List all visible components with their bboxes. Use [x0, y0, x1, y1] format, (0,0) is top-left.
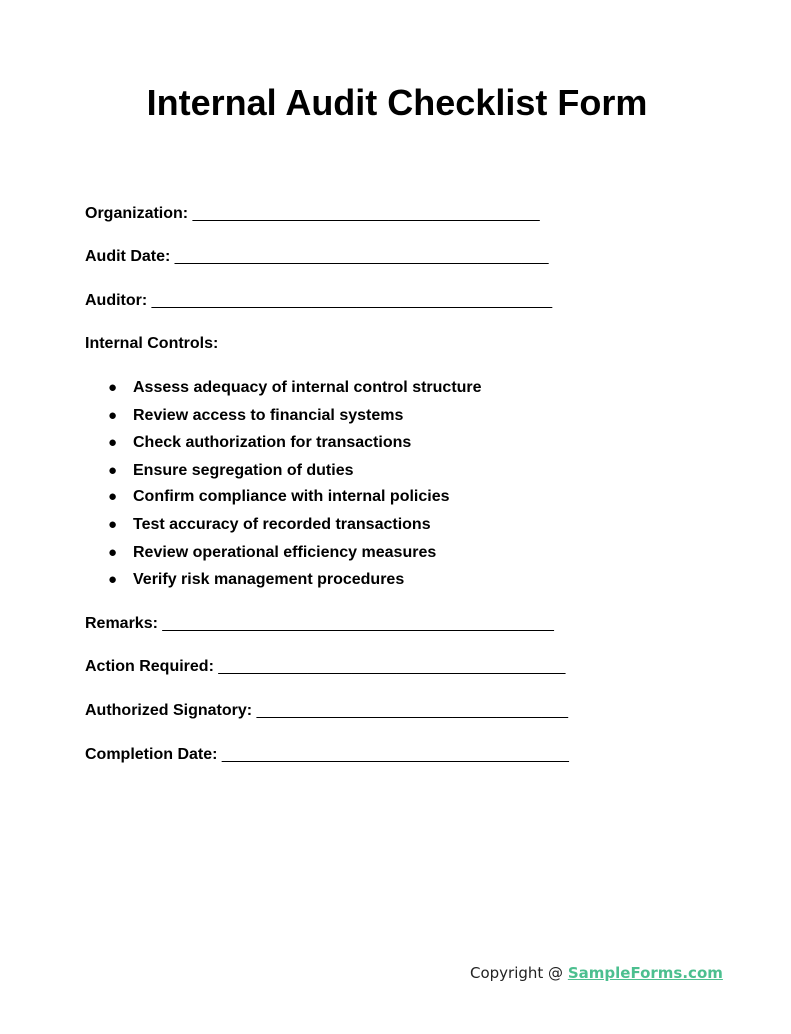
- bullet-icon: ●: [108, 516, 118, 533]
- remarks-line[interactable]: ____________________________________________: [162, 615, 554, 632]
- list-item: [108, 570, 404, 590]
- bullet-icon: ●: [108, 571, 118, 588]
- action-required-field[interactable]: [85, 657, 565, 677]
- list-item-text: Ensure segregation of duties: [133, 462, 354, 479]
- list-item-text: Test accuracy of recorded transactions: [133, 516, 431, 533]
- list-item-text: Verify risk management procedures: [133, 571, 405, 588]
- audit-date-field[interactable]: [85, 247, 549, 267]
- list-item-text: Check authorization for transactions: [133, 434, 412, 451]
- action-required-label: Action Required:: [85, 658, 214, 675]
- bullet-icon: ●: [108, 462, 118, 479]
- list-item: [108, 487, 450, 507]
- list-item-text: Assess adequacy of internal control structure: [133, 379, 482, 396]
- action-required-line[interactable]: _______________________________________: [218, 658, 566, 675]
- list-item: [108, 433, 411, 453]
- bullet-icon: ●: [108, 407, 118, 424]
- completion-date-line[interactable]: _______________________________________: [221, 746, 569, 763]
- list-item: [108, 543, 436, 563]
- bullet-icon: ●: [108, 544, 118, 561]
- organization-field[interactable]: [85, 204, 540, 224]
- organization-line[interactable]: _______________________________________: [192, 205, 540, 222]
- list-item: [108, 515, 431, 535]
- copyright-text: Copyright @: [470, 964, 568, 982]
- completion-date-label: Completion Date:: [85, 746, 218, 763]
- remarks-label: Remarks:: [85, 615, 158, 632]
- list-item-text: Review operational efficiency measures: [133, 544, 437, 561]
- brand-link[interactable]: SampleForms.com: [567, 964, 723, 982]
- internal-controls-heading: Internal Controls:: [85, 335, 219, 352]
- completion-date-field[interactable]: [85, 745, 569, 765]
- bullet-icon: ●: [108, 488, 118, 505]
- auditor-field[interactable]: [85, 291, 552, 311]
- copyright-footer: [470, 963, 723, 983]
- authorized-signatory-field[interactable]: [85, 701, 568, 721]
- page-title: Internal Audit Checklist Form: [146, 82, 648, 123]
- audit-date-line[interactable]: __________________________________________: [174, 248, 549, 265]
- list-item: [108, 461, 353, 481]
- list-item: [108, 406, 403, 426]
- bullet-icon: ●: [108, 434, 118, 451]
- list-item: [108, 378, 482, 398]
- remarks-field[interactable]: [85, 614, 554, 634]
- organization-label: Organization:: [85, 205, 189, 222]
- auditor-line[interactable]: _____________________________________________: [151, 292, 553, 309]
- authorized-signatory-line[interactable]: ___________________________________: [256, 702, 569, 719]
- authorized-signatory-label: Authorized Signatory:: [85, 702, 253, 719]
- bullet-icon: ●: [108, 379, 118, 396]
- audit-date-label: Audit Date:: [85, 248, 171, 265]
- list-item-text: Review access to financial systems: [133, 407, 404, 424]
- list-item-text: Confirm compliance with internal policies: [133, 488, 450, 505]
- auditor-label: Auditor:: [85, 292, 148, 309]
